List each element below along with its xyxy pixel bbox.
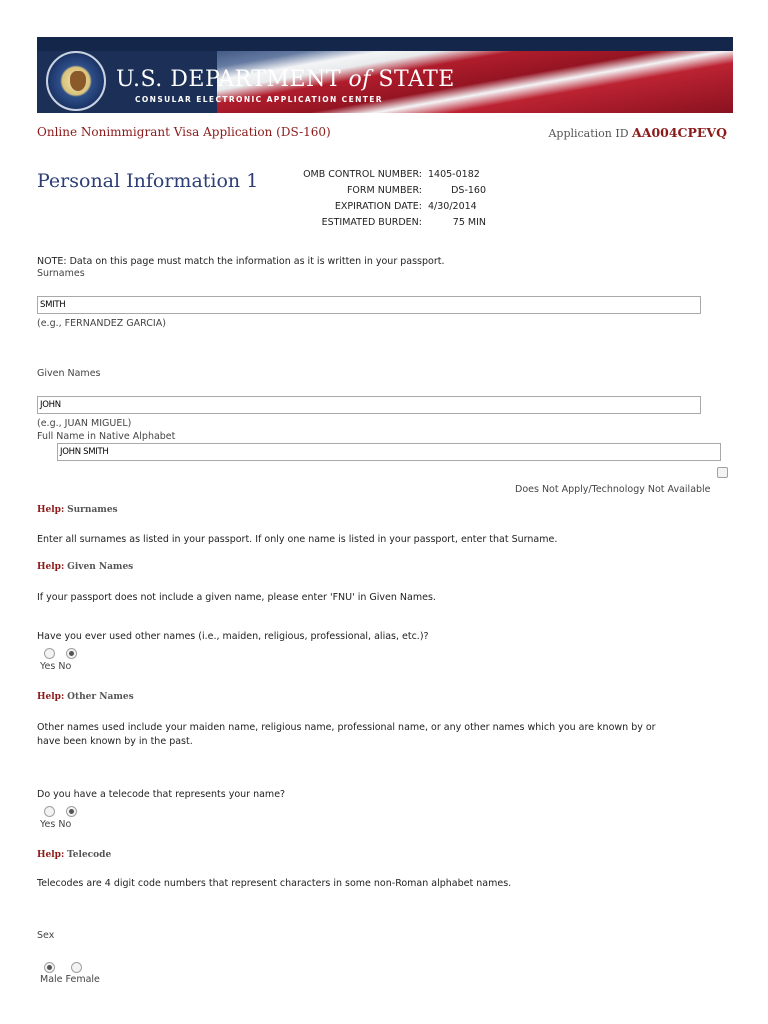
help-telecode-heading: Help: Telecode — [37, 850, 112, 860]
banner-subtitle: CONSULAR ELECTRONIC APPLICATION CENTER — [135, 95, 383, 104]
help-telecode-text: Telecodes are 4 digit code numbers that represent characters in some non-Roman alphabet names. — [37, 878, 512, 889]
header-banner — [37, 37, 733, 113]
telecode-no-radio[interactable] — [66, 806, 77, 817]
banner-top-bar — [37, 37, 733, 51]
sex-female-radio[interactable] — [71, 962, 82, 973]
help-other-names-heading: Help: Other Names — [37, 692, 134, 702]
other-names-question: Have you ever used other names (i.e., maiden, religious, professional, alias, etc.)? — [37, 631, 429, 642]
other-names-yes-radio[interactable] — [44, 648, 55, 659]
application-title: Online Nonimmigrant Visa Application (DS-160) — [37, 125, 331, 139]
help-other-names-text-2: have been known by in the past. — [37, 736, 193, 747]
department-seal-icon — [46, 51, 106, 111]
surnames-label: Surnames — [37, 268, 85, 279]
telecode-question: Do you have a telecode that represents your name? — [37, 789, 286, 800]
surnames-example: (e.g., FERNANDEZ GARCIA) — [37, 318, 166, 329]
surnames-input[interactable]: SMITH — [37, 296, 701, 314]
help-other-names-text-1: Other names used include your maiden name, religious name, professional name, or any other names which you are known by or — [37, 722, 656, 733]
given-names-input[interactable]: JOHN — [37, 396, 701, 414]
does-not-apply-checkbox[interactable] — [717, 467, 728, 478]
given-names-label: Given Names — [37, 368, 101, 379]
help-surnames-heading: Help: Surnames — [37, 505, 118, 515]
native-name-label: Full Name in Native Alphabet — [37, 431, 176, 442]
omb-info: OMB CONTROL NUMBER: 1405-0182 FORM NUMBER: DS-160 EXPIRATION DATE: 4/30/2014 ESTIMATED BURDEN: 75 MIN — [303, 169, 486, 228]
help-given-names-text: If your passport does not include a given name, please enter 'FNU' in Given Names. — [37, 592, 436, 603]
other-names-no-radio[interactable] — [66, 648, 77, 659]
help-surnames-text: Enter all surnames as listed in your passport. If only one name is listed in your passport, enter that Surname. — [37, 534, 558, 545]
sex-options-label: Male Female — [40, 974, 100, 985]
given-names-example: (e.g., JUAN MIGUEL) — [37, 418, 132, 429]
other-names-options-label: Yes No — [40, 661, 72, 672]
telecode-options-label: Yes No — [40, 819, 72, 830]
sex-male-radio[interactable] — [44, 962, 55, 973]
sex-label: Sex — [37, 930, 55, 941]
application-id: Application ID AA004CPEVQ — [548, 125, 727, 140]
help-given-names-heading: Help: Given Names — [37, 562, 134, 572]
telecode-yes-radio[interactable] — [44, 806, 55, 817]
does-not-apply-label: Does Not Apply/Technology Not Available — [515, 484, 711, 495]
page-title: Personal Information 1 — [37, 170, 259, 192]
native-name-input[interactable]: JOHN SMITH — [57, 443, 721, 461]
passport-note: NOTE: Data on this page must match the information as it is written in your passport. — [37, 256, 445, 267]
banner-title: U.S. DEPARTMENT of STATE — [116, 67, 455, 92]
